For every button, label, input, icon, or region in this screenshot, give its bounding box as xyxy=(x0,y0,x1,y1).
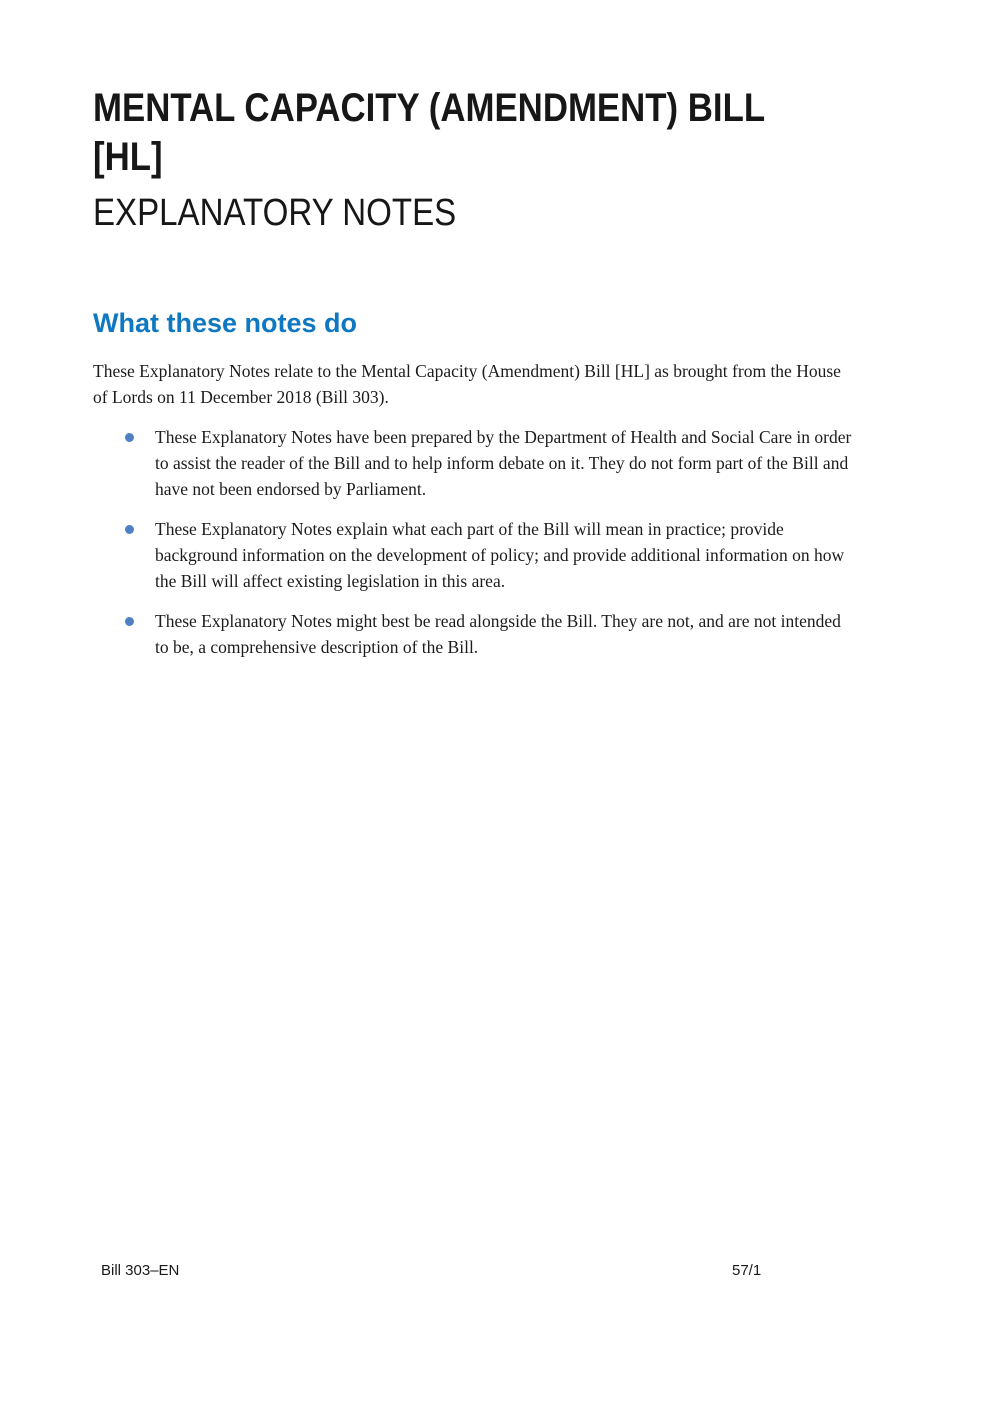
bullet-icon xyxy=(125,433,134,442)
bullet-icon xyxy=(125,617,134,626)
document-title-line-2: [HL] xyxy=(93,135,163,179)
intro-paragraph: These Explanatory Notes relate to the Mental Capacity (Amendment) Bill [HL] as brought from the House of Lords on 11 December 2018 (Bill 303). xyxy=(93,361,841,407)
list-item xyxy=(93,516,868,594)
footer-bill-number: Bill 303–EN xyxy=(101,1262,180,1279)
footer-page-number: 57/1 xyxy=(732,1262,762,1279)
bullet-text: These Explanatory Notes might best be read alongside the Bill. They are not, and are not intended to be, a comprehensive description of the Bill. xyxy=(155,611,841,657)
bullet-text: These Explanatory Notes explain what each part of the Bill will mean in practice; provide background information on the development of policy; and provide additional information on how the Bill will affect existing legislation in this area. xyxy=(155,519,845,591)
document-title-line-1: MENTAL CAPACITY (AMENDMENT) BILL xyxy=(93,86,766,130)
document-subtitle: EXPLANATORY NOTES xyxy=(93,192,457,234)
document-title xyxy=(93,84,876,182)
bullet-icon xyxy=(125,525,134,534)
bullet-list xyxy=(93,424,868,674)
list-item xyxy=(93,424,868,502)
section-heading: What these notes do xyxy=(93,308,358,338)
bullet-text: These Explanatory Notes have been prepared by the Department of Health and Social Care in order to assist the reader of the Bill and to help inform debate on it. They do not form part of the Bill and have not been endorsed by Parliament. xyxy=(155,427,852,499)
list-item xyxy=(93,608,868,660)
